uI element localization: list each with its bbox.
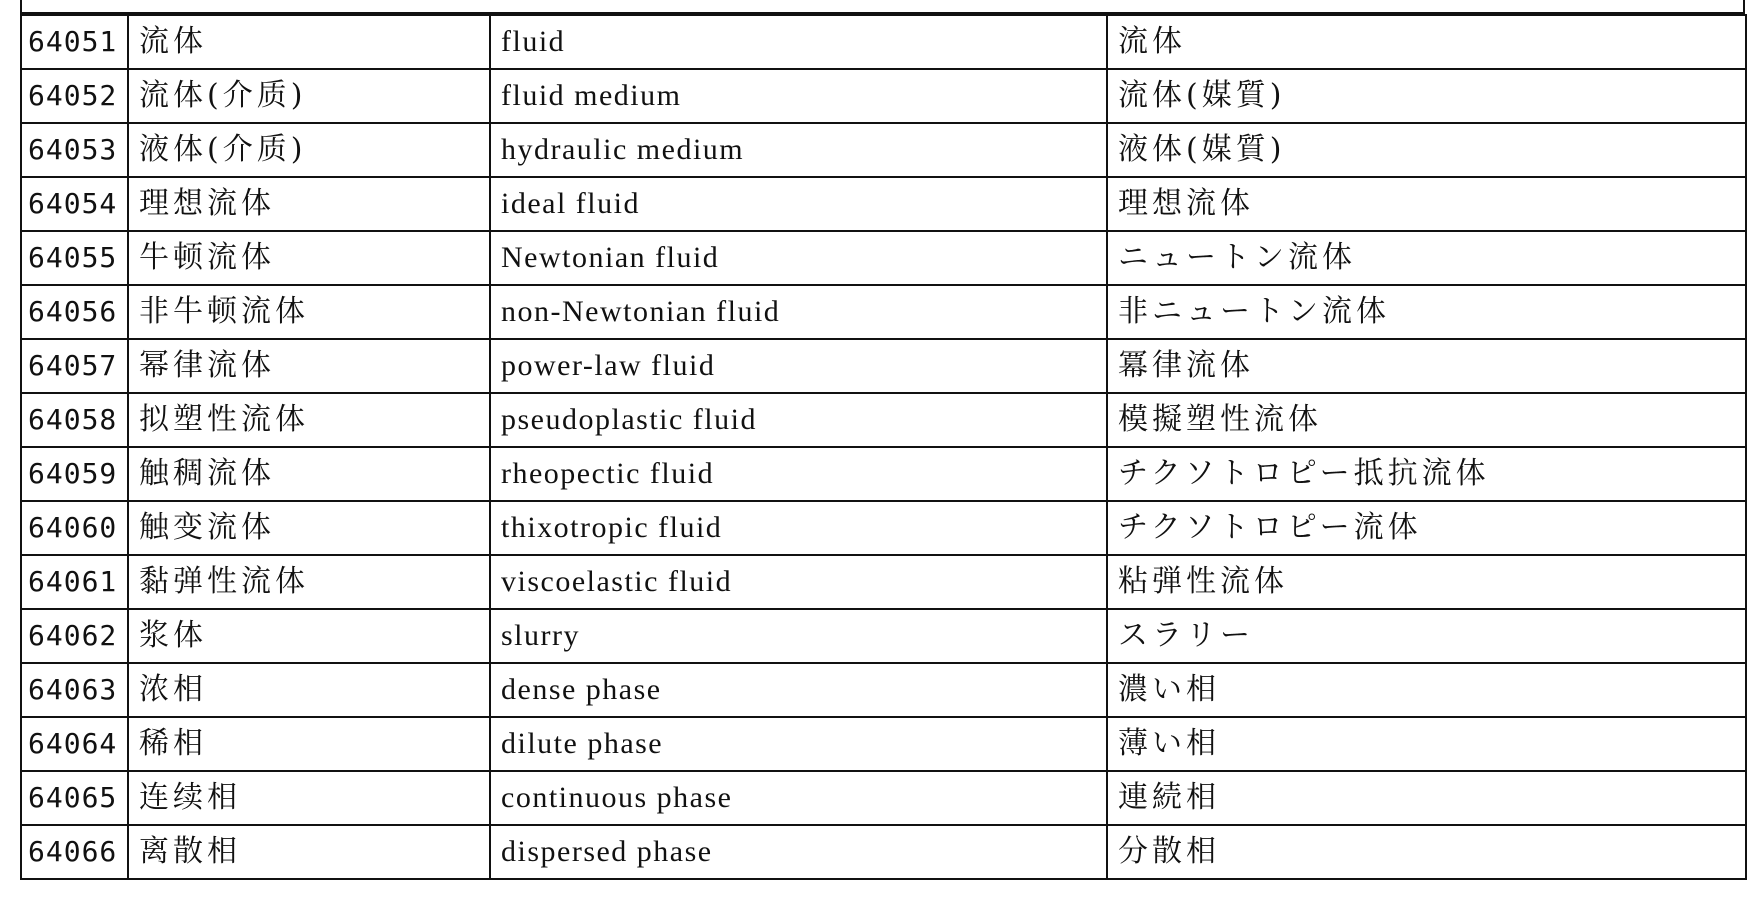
english-term: dense phase — [490, 663, 1107, 717]
english-term: continuous phase — [490, 771, 1107, 825]
term-code: 64059 — [21, 447, 128, 501]
table-row — [21, 123, 1746, 177]
term-code: 64056 — [21, 285, 128, 339]
english-term: thixotropic fluid — [490, 501, 1107, 555]
term-code: 64057 — [21, 339, 128, 393]
english-term: slurry — [490, 609, 1107, 663]
table-row — [21, 825, 1746, 879]
term-code: 64063 — [21, 663, 128, 717]
table-row — [21, 555, 1746, 609]
english-term: ideal fluid — [490, 177, 1107, 231]
chinese-term: 理想流体 — [128, 177, 490, 231]
table-row — [21, 339, 1746, 393]
chinese-term: 牛顿流体 — [128, 231, 490, 285]
chinese-term: 幂律流体 — [128, 339, 490, 393]
japanese-term: 連続相 — [1107, 771, 1746, 825]
chinese-term: 稀相 — [128, 717, 490, 771]
english-term: non-Newtonian fluid — [490, 285, 1107, 339]
term-code: 64051 — [21, 15, 128, 69]
term-code: 64064 — [21, 717, 128, 771]
terminology-table — [20, 14, 1747, 880]
chinese-term: 浓相 — [128, 663, 490, 717]
chinese-term: 流体 — [128, 15, 490, 69]
chinese-term: 流体(介质) — [128, 69, 490, 123]
japanese-term: 模擬塑性流体 — [1107, 393, 1746, 447]
table-row — [21, 609, 1746, 663]
english-term: fluid medium — [490, 69, 1107, 123]
english-term: viscoelastic fluid — [490, 555, 1107, 609]
chinese-term: 浆体 — [128, 609, 490, 663]
chinese-term: 液体(介质) — [128, 123, 490, 177]
table-top-frame — [20, 0, 1745, 14]
english-term: hydraulic medium — [490, 123, 1107, 177]
table-row — [21, 771, 1746, 825]
term-code: 64058 — [21, 393, 128, 447]
chinese-term: 黏弹性流体 — [128, 555, 490, 609]
english-term: power-law fluid — [490, 339, 1107, 393]
japanese-term: 冪律流体 — [1107, 339, 1746, 393]
japanese-term: 流体 — [1107, 15, 1746, 69]
chinese-term: 离散相 — [128, 825, 490, 879]
english-term: pseudoplastic fluid — [490, 393, 1107, 447]
table-row — [21, 447, 1746, 501]
japanese-term: 非ニュートン流体 — [1107, 285, 1746, 339]
term-code: 64066 — [21, 825, 128, 879]
japanese-term: 理想流体 — [1107, 177, 1746, 231]
terminology-sheet — [20, 0, 1745, 889]
term-code: 64061 — [21, 555, 128, 609]
english-term: rheopectic fluid — [490, 447, 1107, 501]
term-code: 64060 — [21, 501, 128, 555]
english-term: dispersed phase — [490, 825, 1107, 879]
table-row — [21, 177, 1746, 231]
chinese-term: 触稠流体 — [128, 447, 490, 501]
table-row — [21, 663, 1746, 717]
japanese-term: 粘弾性流体 — [1107, 555, 1746, 609]
term-code: 64062 — [21, 609, 128, 663]
term-code: 64053 — [21, 123, 128, 177]
japanese-term: 流体(媒質) — [1107, 69, 1746, 123]
english-term: Newtonian fluid — [490, 231, 1107, 285]
english-term: fluid — [490, 15, 1107, 69]
japanese-term: 液体(媒質) — [1107, 123, 1746, 177]
table-row — [21, 501, 1746, 555]
table-row — [21, 69, 1746, 123]
chinese-term: 连续相 — [128, 771, 490, 825]
table-row — [21, 285, 1746, 339]
table-row — [21, 231, 1746, 285]
term-code: 64052 — [21, 69, 128, 123]
japanese-term: チクソトロピー流体 — [1107, 501, 1746, 555]
chinese-term: 非牛顿流体 — [128, 285, 490, 339]
japanese-term: 濃い相 — [1107, 663, 1746, 717]
chinese-term: 触变流体 — [128, 501, 490, 555]
term-code: 64054 — [21, 177, 128, 231]
japanese-term: チクソトロピー抵抗流体 — [1107, 447, 1746, 501]
table-row — [21, 15, 1746, 69]
table-row — [21, 393, 1746, 447]
japanese-term: ニュートン流体 — [1107, 231, 1746, 285]
term-code: 64055 — [21, 231, 128, 285]
japanese-term: スラリー — [1107, 609, 1746, 663]
japanese-term: 薄い相 — [1107, 717, 1746, 771]
japanese-term: 分散相 — [1107, 825, 1746, 879]
english-term: dilute phase — [490, 717, 1107, 771]
table-row — [21, 717, 1746, 771]
chinese-term: 拟塑性流体 — [128, 393, 490, 447]
term-code: 64065 — [21, 771, 128, 825]
